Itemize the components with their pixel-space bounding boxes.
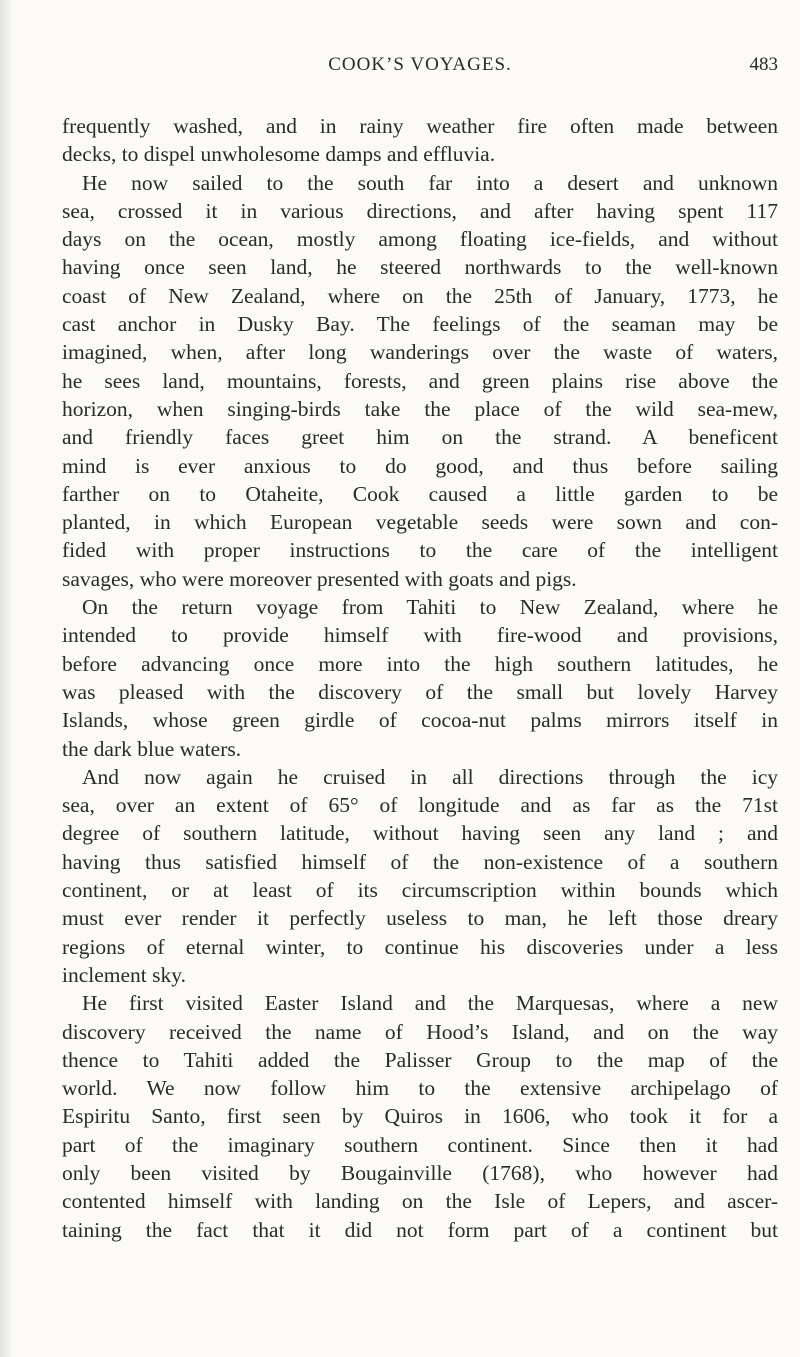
text-line: and friendly faces greet him on the strand. A beneficent bbox=[62, 425, 778, 450]
text-line: only been visited by Bougainville (1768), who however had bbox=[62, 1160, 778, 1185]
text-line: part of the imaginary southern continent. Since then it had bbox=[62, 1132, 778, 1157]
text-line: was pleased with the discovery of the small but lovely Harvey bbox=[62, 679, 778, 704]
text-line: he sees land, mountains, forests, and green plains rise above the bbox=[62, 368, 778, 393]
text-line: cast anchor in Dusky Bay. The feelings of the seaman may be bbox=[62, 312, 778, 337]
text-line: the dark blue waters. bbox=[62, 736, 242, 761]
text-line: fided with proper instructions to the care of the intelligent bbox=[62, 538, 778, 563]
text-line: horizon, when singing-birds take the place of the wild sea-mew, bbox=[62, 396, 778, 421]
gutter-shadow bbox=[0, 0, 14, 1357]
text-line: must ever render it perfectly useless to man, he left those dreary bbox=[62, 906, 778, 931]
text-line: before advancing once more into the high southern latitudes, he bbox=[62, 651, 778, 676]
text-line: On the return voyage from Tahiti to New Zealand, where he bbox=[82, 595, 778, 620]
running-head bbox=[62, 50, 778, 80]
text-line: Islands, whose green girdle of cocoa-nut palms mirrors itself in bbox=[62, 708, 778, 733]
text-line: contented himself with landing on the Isle of Lepers, and ascer- bbox=[62, 1189, 778, 1214]
text-line: savages, who were moreover presented with goats and pigs. bbox=[62, 566, 577, 591]
text-line: Espiritu Santo, first seen by Quiros in 1606, who took it for a bbox=[62, 1104, 778, 1129]
text-line: taining the fact that it did not form part of a continent but bbox=[62, 1217, 778, 1242]
text-line: decks, to dispel unwholesome damps and effluvia. bbox=[62, 142, 496, 167]
text-line: sea, crossed it in various directions, and after having spent 117 bbox=[62, 198, 778, 223]
body-text bbox=[62, 112, 778, 1244]
text-line: sea, over an extent of 65° of longitude and as far as the 71st bbox=[62, 793, 778, 818]
text-line: mind is ever anxious to do good, and thus before sailing bbox=[62, 453, 778, 478]
text-line: And now again he cruised in all directions through the icy bbox=[82, 764, 778, 789]
text-line: continent, or at least of its circumscription within bounds which bbox=[62, 878, 778, 903]
running-title: COOK’S VOYAGES. bbox=[328, 54, 512, 75]
text-line: having once seen land, he steered northwards to the well-known bbox=[62, 255, 778, 280]
text-line: world. We now follow him to the extensive archipelago of bbox=[62, 1076, 778, 1101]
text-line: He now sailed to the south far into a desert and unknown bbox=[82, 170, 778, 195]
text-line: degree of southern latitude, without having seen any land ; and bbox=[62, 821, 778, 846]
text-line: thence to Tahiti added the Palisser Group to the map of the bbox=[62, 1047, 778, 1072]
text-line: discovery received the name of Hood’s Island, and on the way bbox=[62, 1019, 778, 1044]
text-line: planted, in which European vegetable seeds were sown and con- bbox=[62, 510, 778, 535]
text-line: frequently washed, and in rainy weather fire often made between bbox=[62, 114, 778, 138]
text-line: He first visited Easter Island and the Marquesas, where a new bbox=[82, 991, 778, 1016]
text-line: imagined, when, after long wanderings over the waste of waters, bbox=[62, 340, 778, 365]
text-line: days on the ocean, mostly among floating ice-fields, and without bbox=[62, 227, 778, 252]
text-line: regions of eternal winter, to continue his discoveries under a less bbox=[62, 934, 778, 959]
text-line: farther on to Otaheite, Cook caused a little garden to be bbox=[62, 481, 778, 506]
text-line: inclement sky. bbox=[62, 962, 186, 987]
text-line: intended to provide himself with fire-wood and provisions, bbox=[62, 623, 778, 648]
text-line: having thus satisfied himself of the non-existence of a southern bbox=[62, 849, 778, 874]
text-line: coast of New Zealand, where on the 25th of January, 1773, he bbox=[62, 283, 778, 308]
page-number: 483 bbox=[749, 54, 778, 75]
